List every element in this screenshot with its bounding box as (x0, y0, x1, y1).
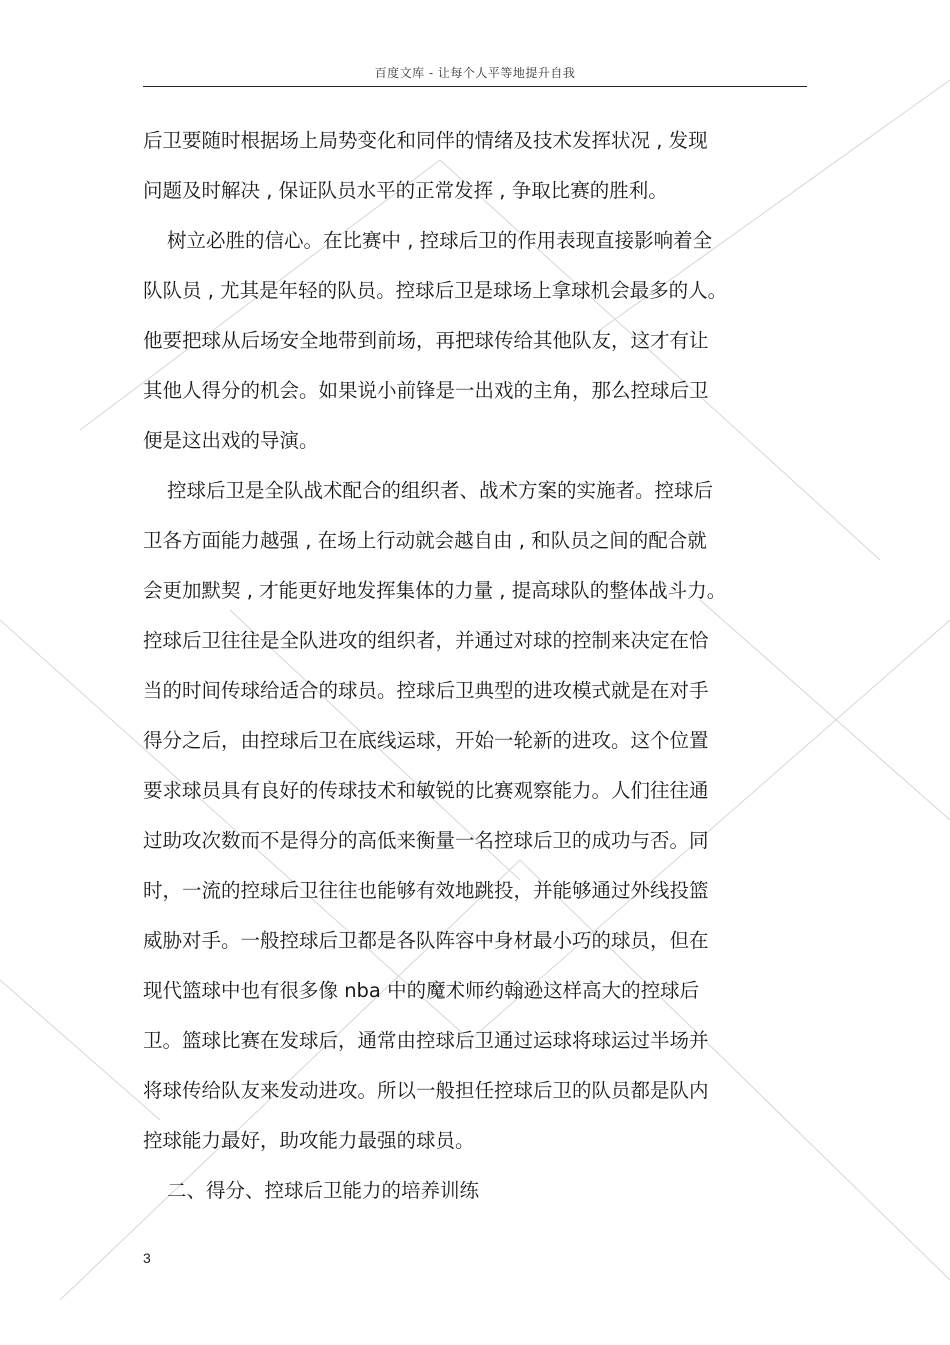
body-line: 过助攻次数而不是得分的高低来衡量一名控球后卫的成功与否。同 (143, 829, 709, 852)
body-line: 其他人得分的机会。如果说小前锋是一出戏的主角，那么控球后卫 (143, 379, 709, 402)
body-line: 要求球员具有良好的传球技术和敏锐的比赛观察能力。人们往往通 (143, 779, 709, 802)
body-line: 卫。篮球比赛在发球后，通常由控球后卫通过运球将球运过半场并 (143, 1029, 709, 1052)
body-line: 问题及时解决 , 保证队员水平的正常发挥 , 争取比赛的胜利。 (143, 179, 668, 202)
body-line: 后卫要随时根据场上局势变化和同伴的情绪及技术发挥状况 , 发现 (143, 129, 708, 152)
body-line: 他要把球从后场安全地带到前场，再把球传给其他队友，这才有让 (143, 329, 709, 352)
body-line: 树立必胜的信心。在比赛中 , 控球后卫的作用表现直接影响着全 (167, 229, 713, 252)
body-line: 当的时间传球给适合的球员。控球后卫典型的进攻模式就是在对手 (143, 679, 709, 702)
body-line: 控球后卫往往是全队进攻的组织者，并通过对球的控制来决定在恰 (143, 629, 709, 652)
body-line: 控球后卫是全队战术配合的组织者、战术方案的实施者。控球后 (167, 479, 714, 502)
body-line: 得分之后，由控球后卫在底线运球，开始一轮新的进攻。这个位置 (143, 729, 709, 752)
body-line: 便是这出戏的导演。 (143, 429, 319, 452)
body-line: 会更加默契 , 才能更好地发挥集体的力量 , 提高球队的整体战斗力。 (143, 579, 727, 602)
section-heading: 二、得分、控球后卫能力的培养训练 (167, 1179, 480, 1202)
page-header: 百度文库 - 让每个人平等地提升自我 (374, 66, 576, 80)
body-line: 卫各方面能力越强 , 在场上行动就会越自由 , 和队员之间的配合就 (143, 529, 707, 552)
body-line: 威胁对手。一般控球后卫都是各队阵容中身材最小巧的球员，但在 (143, 929, 709, 952)
body-line: 时，一流的控球后卫往往也能够有效地跳投，并能够通过外线投篮 (143, 879, 709, 902)
header-divider (143, 86, 807, 87)
body-line: 将球传给队友来发动进攻。所以一般担任控球后卫的队员都是队内 (143, 1079, 709, 1102)
body-line: 队队员 , 尤其是年轻的队员。控球后卫是球场上拿球机会最多的人。 (143, 279, 728, 302)
page-number: 3 (143, 1250, 151, 1266)
body-line: 控球能力最好，助攻能力最强的球员。 (143, 1129, 475, 1152)
document-body (143, 124, 793, 1224)
body-line: 现代篮球中也有很多像 nba 中的魔术师约翰逊这样高大的控球后 (143, 979, 700, 1002)
